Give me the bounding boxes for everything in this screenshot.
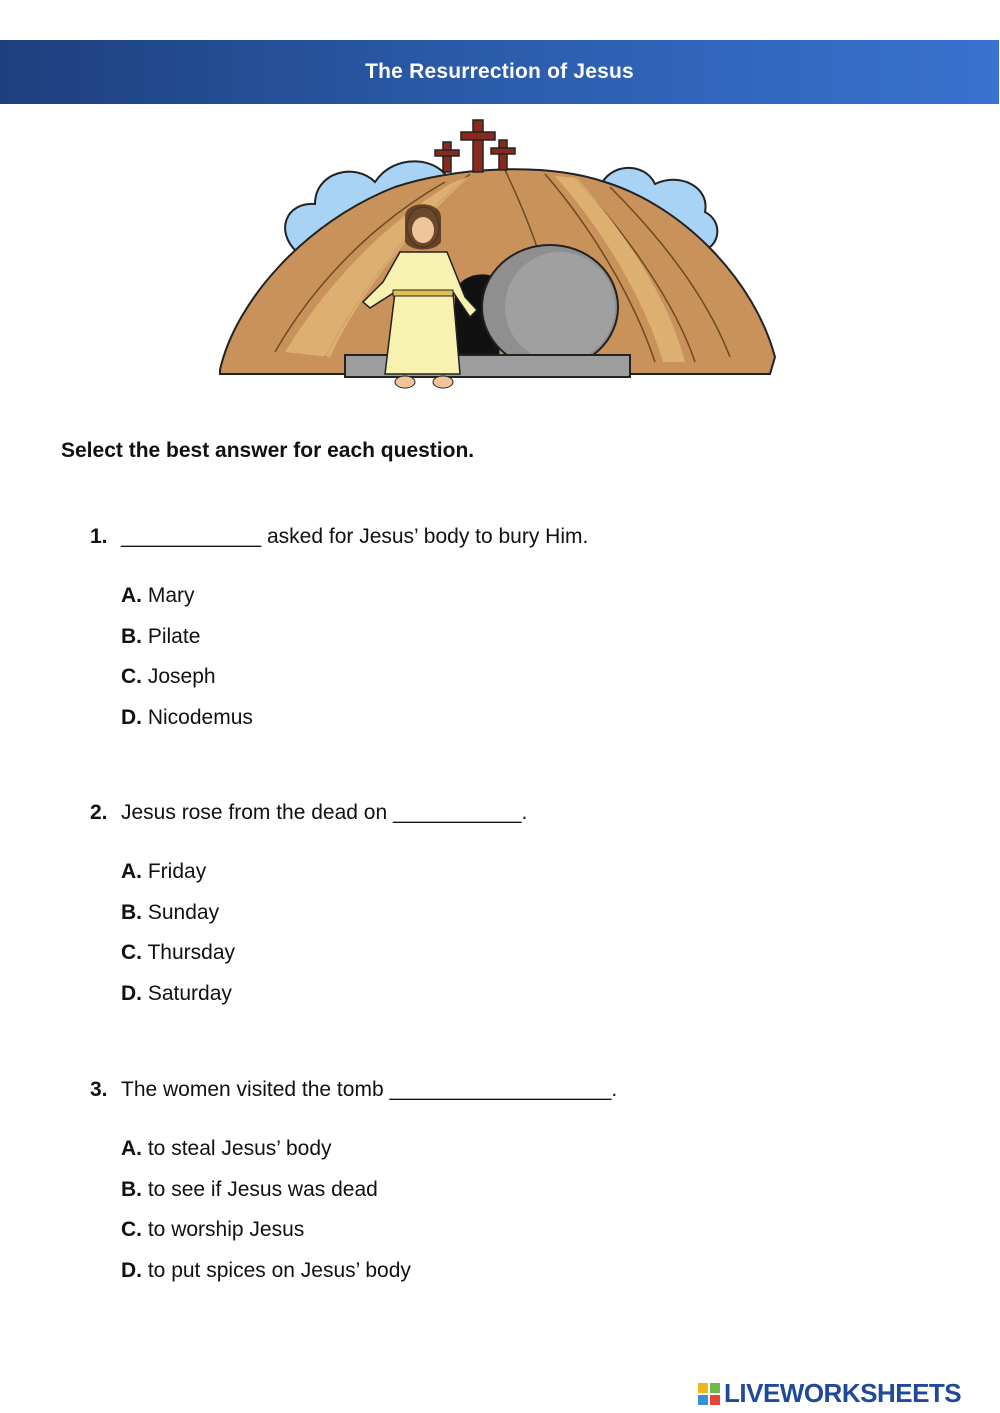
- option-letter: A.: [121, 860, 142, 883]
- option-a[interactable]: [121, 576, 253, 617]
- option-letter: C.: [121, 665, 142, 688]
- cross-icon: [435, 120, 515, 172]
- option-letter: B.: [121, 1177, 142, 1201]
- option-text: to see if Jesus was dead: [147, 1177, 378, 1201]
- empty-tomb-illustration: [215, 112, 780, 407]
- instructions-text: Select the best answer for each question.: [61, 439, 475, 462]
- option-text: Sunday: [147, 900, 220, 924]
- option-c[interactable]: [121, 1210, 411, 1251]
- worksheet-title: The Resurrection of Jesus: [365, 60, 634, 83]
- option-d[interactable]: [121, 1251, 411, 1292]
- question-number: 3.: [90, 1078, 108, 1101]
- option-text: to put spices on Jesus’ body: [147, 1258, 411, 1282]
- option-d[interactable]: [121, 698, 253, 739]
- option-c[interactable]: [121, 657, 253, 698]
- option-letter: C.: [121, 1218, 142, 1241]
- option-text: to steal Jesus’ body: [147, 1137, 332, 1160]
- question-2-options: [121, 852, 235, 1014]
- question-2: [90, 801, 527, 825]
- question-text: Jesus rose from the dead on ___________.: [121, 801, 528, 824]
- option-text: Pilate: [147, 624, 201, 648]
- option-text: Joseph: [147, 665, 216, 688]
- liveworksheets-logo-icon: [698, 1383, 720, 1405]
- question-number: 2.: [90, 801, 108, 824]
- worksheet-title-bar: [0, 40, 999, 104]
- option-letter: D.: [121, 1258, 142, 1282]
- option-b[interactable]: [121, 893, 235, 934]
- option-d[interactable]: [121, 974, 235, 1015]
- question-1: [90, 525, 588, 549]
- option-text: Mary: [147, 584, 195, 607]
- option-c[interactable]: [121, 933, 235, 974]
- option-b[interactable]: [121, 1170, 411, 1211]
- option-letter: D.: [121, 981, 142, 1005]
- liveworksheets-logo[interactable]: [698, 1378, 961, 1409]
- question-number: 1.: [90, 525, 108, 548]
- option-b[interactable]: [121, 617, 253, 658]
- option-a[interactable]: [121, 1129, 411, 1170]
- question-3: [90, 1078, 617, 1102]
- option-text: Nicodemus: [147, 705, 253, 729]
- option-a[interactable]: [121, 852, 235, 893]
- question-text: ____________ asked for Jesus’ body to bury Him.: [121, 525, 589, 548]
- question-1-options: [121, 576, 253, 738]
- option-letter: D.: [121, 705, 142, 729]
- question-3-options: [121, 1129, 411, 1291]
- option-text: Saturday: [147, 981, 232, 1005]
- option-letter: C.: [121, 941, 142, 964]
- option-letter: B.: [121, 624, 142, 648]
- question-text: The women visited the tomb ___________________.: [121, 1078, 618, 1101]
- option-letter: A.: [121, 584, 142, 607]
- option-text: Thursday: [147, 941, 236, 964]
- option-text: Friday: [147, 860, 207, 883]
- option-text: to worship Jesus: [147, 1218, 305, 1241]
- logo-text: LIVEWORKSHEETS: [724, 1378, 962, 1408]
- option-letter: B.: [121, 900, 142, 924]
- option-letter: A.: [121, 1137, 142, 1160]
